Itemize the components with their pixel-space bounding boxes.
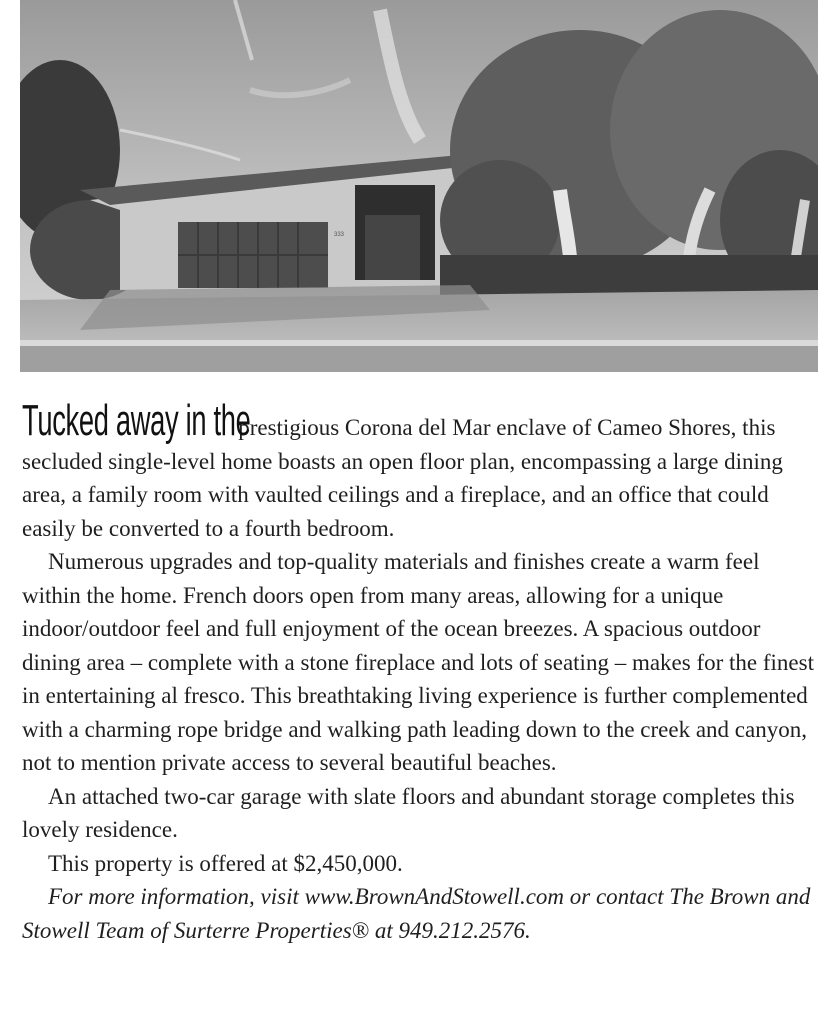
paragraph-1 bbox=[22, 396, 814, 545]
price-paragraph: This property is offered at $2,450,000. bbox=[48, 850, 403, 876]
paragraph-3: An attached two-car garage with slate floors and abundant storage completes this lovely residence. bbox=[22, 783, 795, 842]
paragraph-1-text: prestigious Corona del Mar enclave of Cameo Shores, this secluded single-level home boasts an open floor plan, encompassing a large dining area, a family room with vaulted ceilings and a fireplace, and an office that could easily be converted to a fourth bedroom. bbox=[22, 415, 783, 541]
article-body bbox=[22, 396, 814, 947]
lead-in-heading: Tucked away in the bbox=[22, 396, 251, 445]
paragraph-2: Numerous upgrades and top-quality materials and finishes create a warm feel within the home. French doors open from many areas, allowing for a unique indoor/outdoor feel and full enjoyment of the ocean breezes. A spacious outdoor dining area – complete with a stone fireplace and lots of seating – makes for the finest in entertaining al fresco. This breathtaking living experience is further complemented with a charming rope bridge and walking path leading down to the creek and canyon, not to mention private access to several beautiful beaches. bbox=[22, 549, 814, 775]
house-photo bbox=[20, 0, 818, 372]
house-number: 333 bbox=[334, 232, 345, 238]
contact-paragraph: For more information, visit www.BrownAndStowell.com or contact The Brown and Stowell Team of Surterre Properties® at 949.212.2576. bbox=[22, 884, 811, 943]
